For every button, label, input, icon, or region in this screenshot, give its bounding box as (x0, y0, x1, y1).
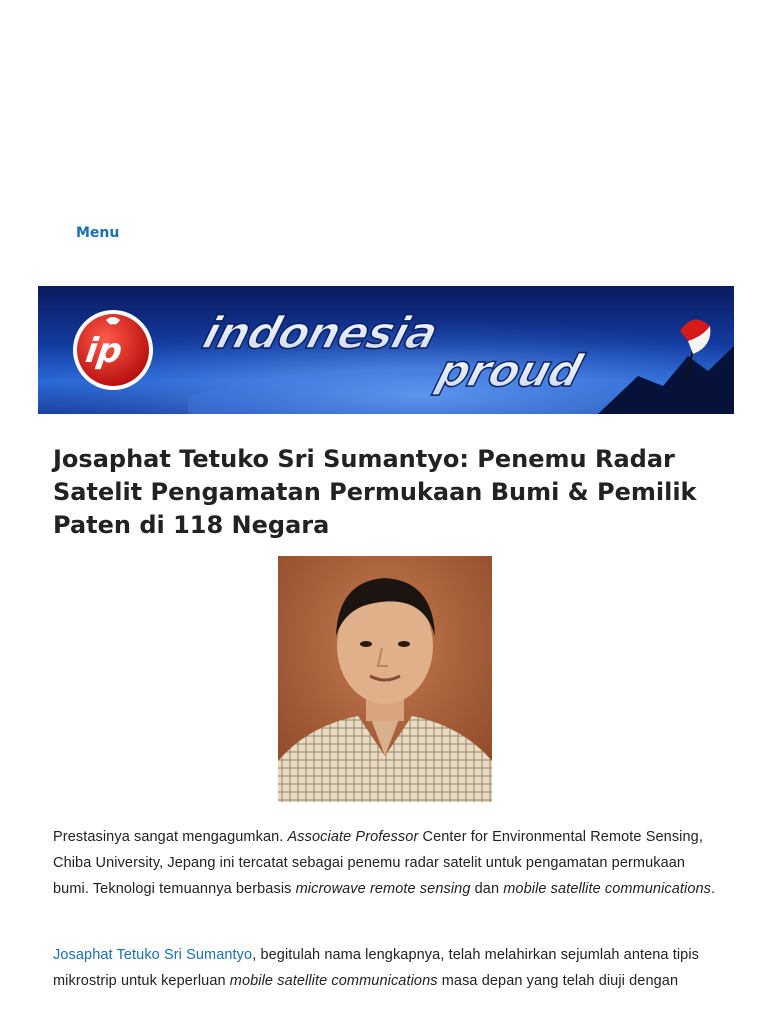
text-span: Prestasinya sangat mengagumkan. (53, 829, 288, 845)
text-span-italic: mobile satellite communications (503, 881, 712, 897)
text-span-italic: Associate Professor (287, 829, 419, 845)
text-span: masa depan yang telah diuji dengan (437, 973, 679, 989)
article-paragraph-1 (53, 824, 723, 902)
text-span-italic: mobile satellite communications (229, 973, 438, 989)
article-title: Josaphat Tetuko Sri Sumantyo: Penemu Radar Satelit Pengamatan Permukaan Bumi & Pemilik Paten di 118 Negara (53, 445, 697, 539)
text-span: , begitulah nama lengkapnya, telah melahirkan sejumlah antena tipis mikrostrip untuk keperluan (53, 947, 700, 989)
text-span: Center for Environmental Remote Sensing, Chiba University, Jepang ini tercatat sebagai penemu radar satelit untuk pengamatan permukaan bumi. Teknologi temuannya berbasis (53, 829, 703, 897)
logo-text: ip (83, 331, 125, 371)
brand-text-bottom: proud (431, 344, 588, 397)
banner-graphic (38, 286, 734, 414)
portrait-photo (278, 556, 492, 802)
text-span: . (711, 881, 716, 897)
person-link[interactable]: Josaphat Tetuko Sri Sumantyo (53, 947, 253, 963)
brand-text-top: indonesia (197, 306, 444, 359)
article-paragraph-2 (53, 942, 723, 994)
text-span: dan (470, 881, 504, 897)
menu-link[interactable]: Menu (76, 225, 120, 241)
site-banner[interactable] (38, 286, 734, 414)
text-span-italic: microwave remote sensing (295, 881, 471, 897)
